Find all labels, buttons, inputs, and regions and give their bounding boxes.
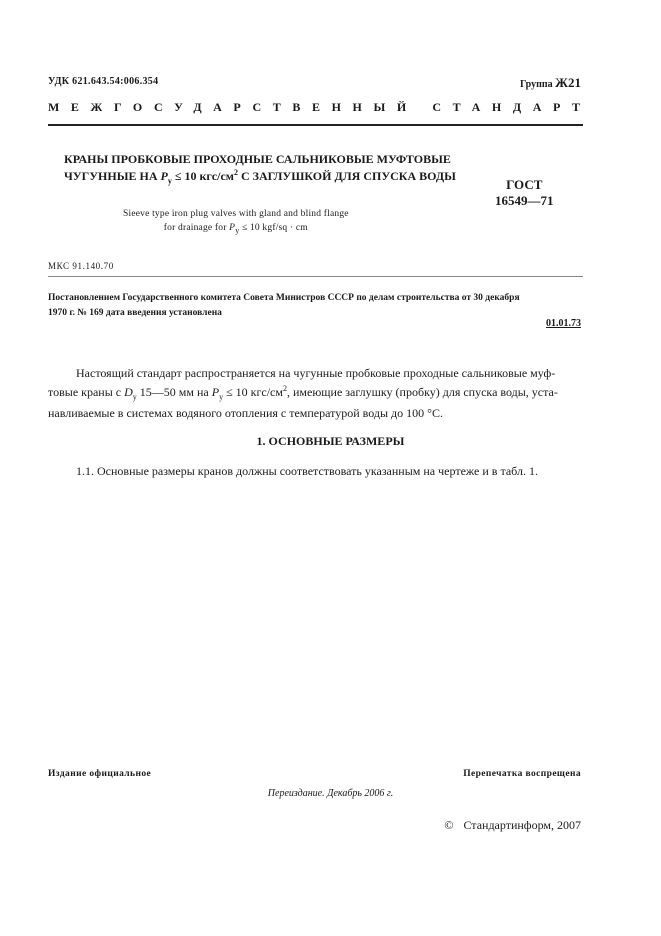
section-heading: 1. ОСНОВНЫЕ РАЗМЕРЫ <box>256 434 405 448</box>
clause-1-1: 1.1. Основные размеры кранов должны соответствовать указанным на чертеже и в табл. 1. <box>76 464 538 478</box>
copyright <box>444 818 581 833</box>
english-line-2: for drainage for $P_y \le 10$ kgf/sq · cm <box>163 223 308 235</box>
decree-line-2: 1970 г. № 169 дата введения установлена <box>48 308 222 318</box>
gost-label: ГОСТ <box>506 177 543 192</box>
header-rule <box>48 124 583 126</box>
title-line-1: КРАНЫ ПРОБКОВЫЕ ПРОХОДНЫЕ САЛЬНИКОВЫЕ МУФТОВЫЕ <box>64 152 451 166</box>
introduction-date: 01.01.73 <box>546 318 581 329</box>
document-title <box>64 152 456 188</box>
mks-rule <box>48 276 583 277</box>
scope-line-3: навливаемые в системах водяного отопления с температурой воды до 100 °С. <box>48 406 443 421</box>
decree-line-1: Постановлением Государственного комитета Совета Министров СССР по делам строительства от 30 декабря <box>48 293 520 303</box>
gost-value: 16549—71 <box>495 193 554 208</box>
english-title <box>123 207 349 238</box>
interstate-standard-heading: МЕЖГОСУДАРСТВЕННЫЙ СТАНДАРТ <box>48 100 592 114</box>
title-line-2: ЧУГУННЫЕ НА $P_y \le 10$ кгс/$см^2$ С ЗАГЛУШКОЙ ДЛЯ СПУСКА ВОДЫ <box>64 168 456 186</box>
group-value: Ж21 <box>555 75 581 90</box>
group-label: Группа <box>519 79 553 90</box>
gost-number <box>495 177 554 209</box>
english-line-1: Sieeve type iron plug valves with gland and blind flange <box>123 209 349 219</box>
decree-text <box>48 291 520 321</box>
reissue-note: Переиздание. Декабрь 2006 г. <box>267 788 394 799</box>
udk-code: УДК 621.643.54:006.354 <box>48 76 159 87</box>
reprint-prohibited: Перепечатка воспрещена <box>463 769 581 779</box>
official-edition: Издание официальное <box>48 769 152 779</box>
scope-line-1: Настоящий стандарт распространяется на чугунные пробковые проходные сальниковые муф- <box>76 366 556 380</box>
group-code <box>520 75 581 91</box>
scope-paragraph <box>48 365 581 421</box>
copyright-icon: © <box>444 818 454 832</box>
mks-code: МКС 91.140.70 <box>48 261 114 271</box>
copyright-holder: Стандартинформ, 2007 <box>463 818 581 832</box>
scope-line-2: товые краны с $D_y$ 15—50 мм на $P_y \le 10$ кгс/$см^2$, имеющие заглушку (пробку) для спуска воды, уста- <box>48 384 558 402</box>
